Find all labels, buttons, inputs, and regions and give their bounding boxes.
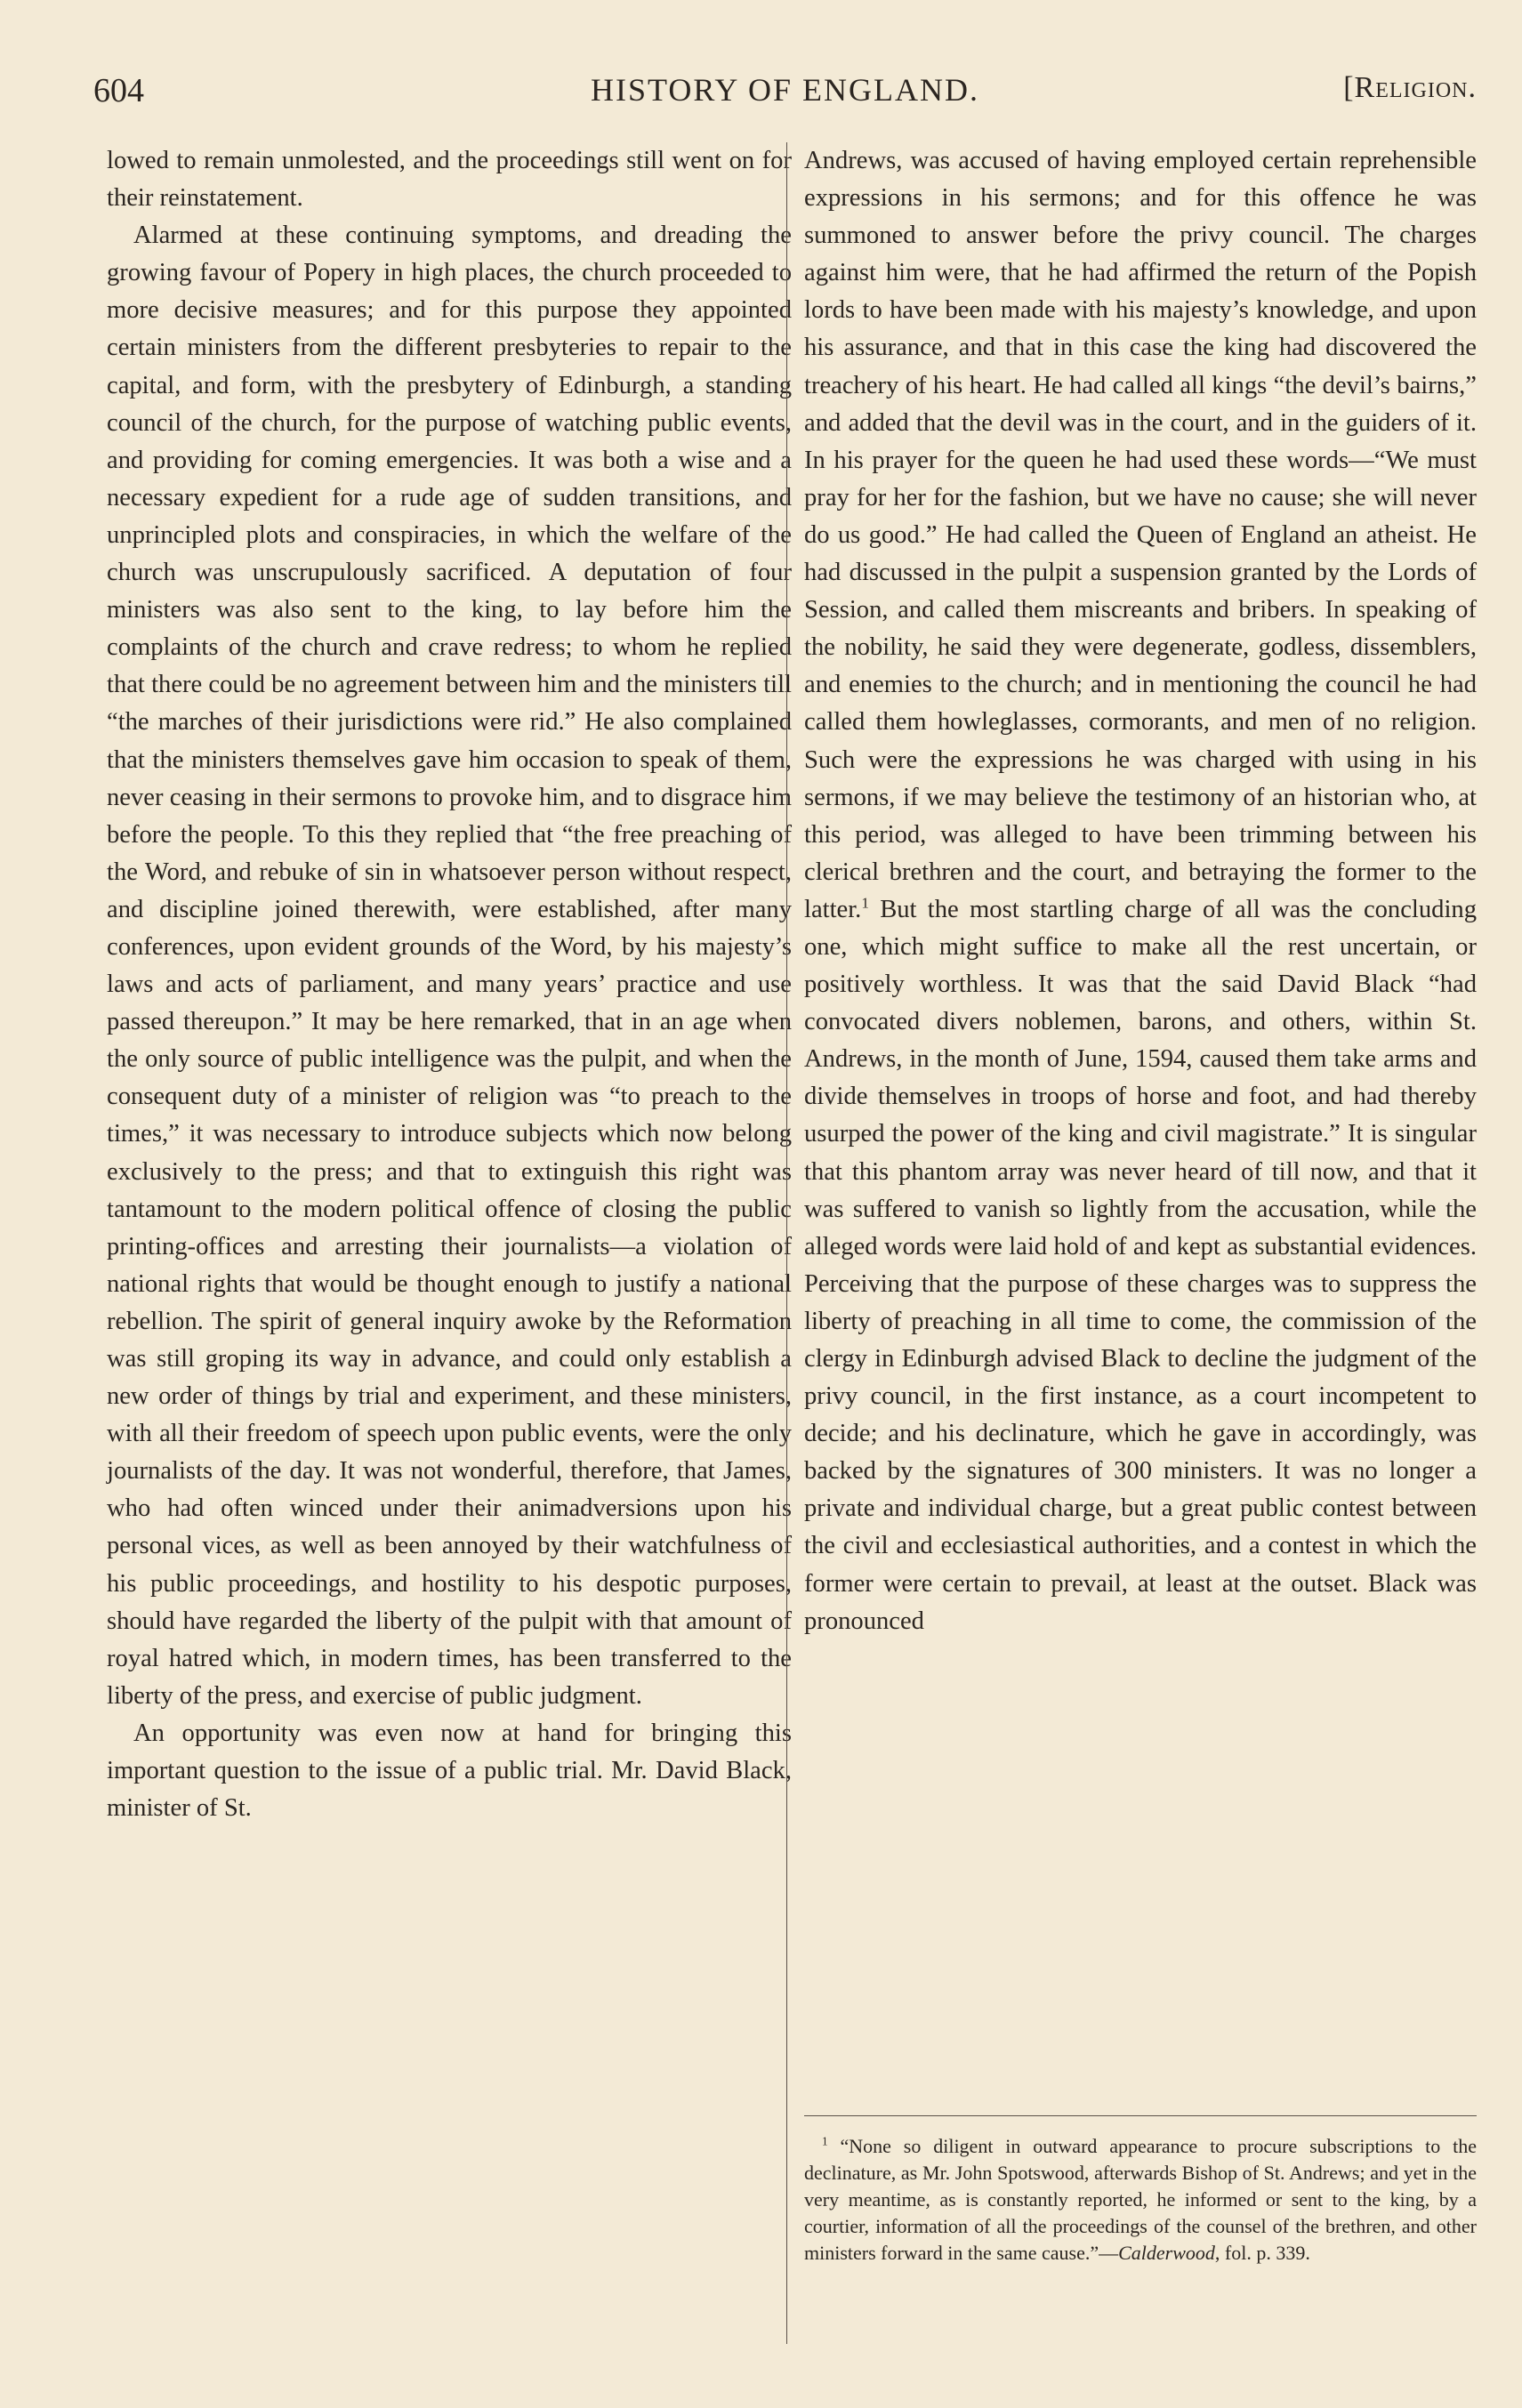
paragraph: An opportunity was even now at hand for bringing this important question to the issue of a public trial. Mr. David Black, minister of St. [107,1719,792,1823]
page-number: 604 [93,72,144,109]
paragraph [804,142,1477,1640]
paragraph: Alarmed at these continuing symptoms, and dreading the growing favour of Popery in high places, the church proceeded to more decisive measures; and for this purpose they appointed certain ministers from the different presbyteries to repair to the capital, and form, with the presbytery of Edinburgh, a standing council of the church, for the purpose of watching public events, and providing for coming emergencies. It was both a wise and a necessary expedient for a rude age of sudden transitions, and unprincipled plots and conspiracies, in which the welfare of the church was unscrupulously sacrificed. A deputation of four ministers was also sent to the king, to lay before him the complaints of the church and crave redress; to whom he replied that there could be no agreement between him and the ministers till “the marches of their jurisdictions were rid.” He also complained that the ministers themselves gave him occasion to speak of them, never ceasing in their sermons to provoke him, and to disgrace him before the people. To this they replied that “the free preaching of the Word, and rebuke of sin in whatsoever person without respect, and discipline joined therewith, were established, after many conferences, upon evident grounds of the Word, by his majesty’s laws and acts of parliament, and many years’ practice and use passed thereupon.” It may be here remarked, that in an age when the only source of public intelligence was the pulpit, and when the consequent duty of a minister of religion was “to preach to the times,” it was necessary to introduce subjects which now belong exclusively to the press; and that to extinguish this right was tantamount to the modern political offence of closing the public printing-offices and arresting their journalists—a violation of national rights that would be thought enough to justify a national rebellion. The spirit of general inquiry awoke by the Reformation was still groping its way in advance, and could only establish a new order of things by trial and experiment, and these ministers, with all their freedom of speech upon public events, were the only journalists of the day. It was not wonderful, therefore, that James, who had often winced under their animadversions upon his personal vices, as well as been annoyed by their watchfulness of his public proceedings, and hostility to his despotic purposes, should have regarded the liberty of the pulpit with that amount of royal hatred which, in modern times, has been transferred to the liberty of the press, and exercise of public judgment. [107,221,792,1710]
left-column [107,142,792,1827]
running-title: HISTORY OF ENGLAND. [590,72,980,108]
section-label: [Religion. [1343,71,1477,104]
footnote-divider [804,2115,1477,2116]
paragraph-text: But the most startling charge of all was the concluding one, which might suffice to make all the rest uncertain, or positively worthless. It was that the said David Black “had convocated divers noblemen, barons, and others, within St. Andrews, in the month of June, 1594, caused them take arms and divide themselves in troops of horse and foot, and had thereby usurped the power of the king and civil magistrate.” It is singular that this phantom array was never heard of till now, and that it was suffered to vanish so lightly from the accusation, while the alleged words were laid hold of and kept as substantial evidences. Perceiving that the purpose of these charges was to suppress the liberty of preaching in all time to come, the commission of the clergy in Edinburgh advised Black to decline the judgment of the privy council, in the first instance, as a court incompetent to decide; and his declinature, which he gave in accordingly, was backed by the signatures of 300 ministers. It was no longer a private and individual charge, but a great public contest between the civil and ecclesiastical authorities, and a contest in which the former were certain to prevail, at least at the outset. Black was pronounced [804,895,1477,1635]
paragraph: lowed to remain unmolested, and the proceedings still went on for their reinstatement. [107,147,792,213]
footnote-source: Calderwood [1118,2242,1215,2264]
running-head [93,71,1477,125]
footnote-text: “None so diligent in outward appearance to procure subscriptions to the declinature, as Mr. John Spotswood, afterwards Bishop of St. Andrews; and yet in the very meantime, as is constantly reported, he informed or sent to the king, by a courtier, information of all the proceedings of the counsel of the brethren, and other ministers forward in the same cause.”— [804,2135,1477,2264]
footnote-reference[interactable]: 1 [861,894,869,912]
footnote [804,2133,1477,2267]
paragraph-text: Andrews, was accused of having employed certain reprehensible expressions in his sermons; and for this offence he was summoned to answer before the privy council. The charges against him were, that he had affirmed the return of the Popish lords to have been made with his majesty’s knowledge, and upon his assurance, and that in this case the king had discovered the treachery of his heart. He had called all kings “the devil’s bairns,” and added that the devil was in the court, and in the guiders of it. In his prayer for the queen he had used these words—“We must pray for her for the fashion, but we have no cause; she will never do us good.” He had called the Queen of England an atheist. He had discussed in the pulpit a suspension granted by the Lords of Session, and called them miscreants and bribers. In speaking of the nobility, he said they were degenerate, godless, dissemblers, and enemies to the church; and in mentioning the council he had called them howleglasses, cormorants, and men of no religion. Such were the expressions he was charged with using in his sermons, if we may believe the testimony of an historian who, at this period, was alleged to have been trimming between his clerical brethren and the court, and betraying the former to the latter. [804,147,1477,923]
right-column [804,142,1477,1640]
column-divider [786,142,787,2344]
footnote-ref: , fol. p. 339. [1214,2242,1310,2264]
footnote-mark: 1 [822,2134,828,2148]
